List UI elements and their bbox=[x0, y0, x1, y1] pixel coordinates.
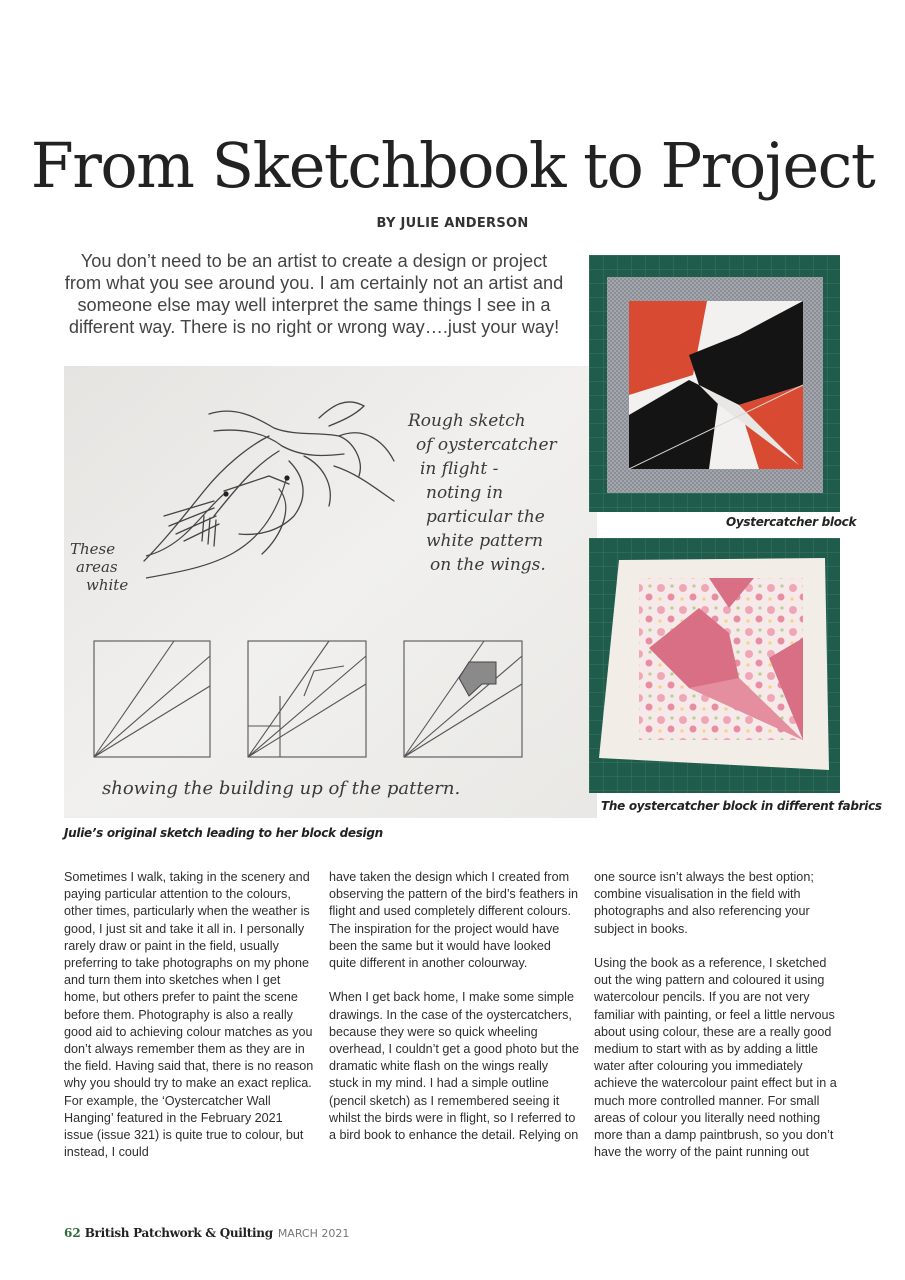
note-line: on the wings. bbox=[430, 555, 546, 575]
body-column-1 bbox=[64, 869, 314, 1161]
note-line: noting in bbox=[426, 483, 504, 503]
note-line: areas bbox=[76, 558, 118, 576]
magazine-name: British Patchwork & Quilting bbox=[84, 1226, 273, 1240]
article-byline: BY JULIE ANDERSON bbox=[376, 216, 529, 231]
body-paragraph: Sometimes I walk, taking in the scenery and paying particular attention to the colours, other times, particularly when the weather is good, I just sit and take it all in. I personally rarely draw or paint in the field, usually preferring to take photographs on my phone and turn them into sketches when I get home, but others prefer to paint the scene before them. Photography is also a really good aid to achieving colour matches as you don’t always remember them as they are in the field. Having said that, there is no reason why you should try to make an exact replica. For example, the ‘Oystercatcher Wall Hanging’ featured in the February 2021 issue (issue 321) is quite true to colour, but instead, I could bbox=[64, 870, 314, 1160]
block-two-caption: The oystercatcher block in different fabrics bbox=[601, 799, 882, 813]
body-paragraph: one source isn’t always the best option; combine visualisation in the field with photographs and also referencing your subject in books. bbox=[594, 870, 814, 936]
note-line: of oystercatcher bbox=[416, 435, 557, 455]
fabric-block-illustration bbox=[589, 538, 840, 793]
note-line: These bbox=[70, 540, 116, 558]
page-number: 62 bbox=[64, 1226, 81, 1240]
sketch-figure bbox=[64, 366, 597, 818]
article-standfirst: You don’t need to be an artist to create a design or project from what you see around you. I am certainly not an artist and someone else may well interpret the same things I see in a different way. There is no right or wrong way….just your way! bbox=[64, 251, 564, 337]
block-one-caption: Oystercatcher block bbox=[726, 515, 857, 529]
page-footer bbox=[64, 1226, 349, 1240]
sketch-illustration bbox=[64, 366, 597, 818]
sketch-caption: Julie’s original sketch leading to her block design bbox=[64, 826, 383, 840]
note-line: Rough sketch bbox=[408, 411, 526, 431]
sketch-note-bottom: showing the building up of the pattern. bbox=[102, 778, 461, 799]
block-illustration bbox=[589, 255, 840, 512]
body-paragraph: When I get back home, I make some simple drawings. In the case of the oystercatchers, because they were so quick wheeling overhead, I couldn’t get a good photo but the dramatic white flash on the wings really stuck in my mind. I had a simple outline (pencil sketch) as I remembered seeing it whilst the birds were in flight, so I referred to a bird book to enhance the detail. Relying on bbox=[329, 990, 579, 1143]
note-line: particular the bbox=[426, 507, 545, 527]
oystercatcher-block-photo bbox=[589, 255, 840, 512]
note-line: white pattern bbox=[426, 531, 544, 551]
article-title: From Sketchbook to Project bbox=[30, 129, 875, 202]
body-paragraph: have taken the design which I created from observing the pattern of the bird’s feathers in flight and used completely different colours. The inspiration for the project would have been the same but it would have looked quite different in another colourway. bbox=[329, 870, 578, 971]
note-line: in flight - bbox=[420, 459, 499, 479]
issue-date: MARCH 2021 bbox=[277, 1227, 350, 1240]
body-column-2 bbox=[329, 869, 579, 1144]
body-column-3 bbox=[594, 869, 844, 1161]
fabric-block-photo bbox=[589, 538, 840, 793]
body-paragraph: Using the book as a reference, I sketched out the wing pattern and coloured it using watercolour pencils. If you are not very familiar with painting, or feel a little nervous about using colour, these are a really good medium to start with as by adding a little water after colouring you immediately achieve the watercolour paint effect but in a much more controlled manner. For small areas of colour you literally need nothing more than a damp paintbrush, so you don’t have the worry of the paint running out bbox=[594, 956, 837, 1160]
note-line: white bbox=[86, 576, 129, 594]
